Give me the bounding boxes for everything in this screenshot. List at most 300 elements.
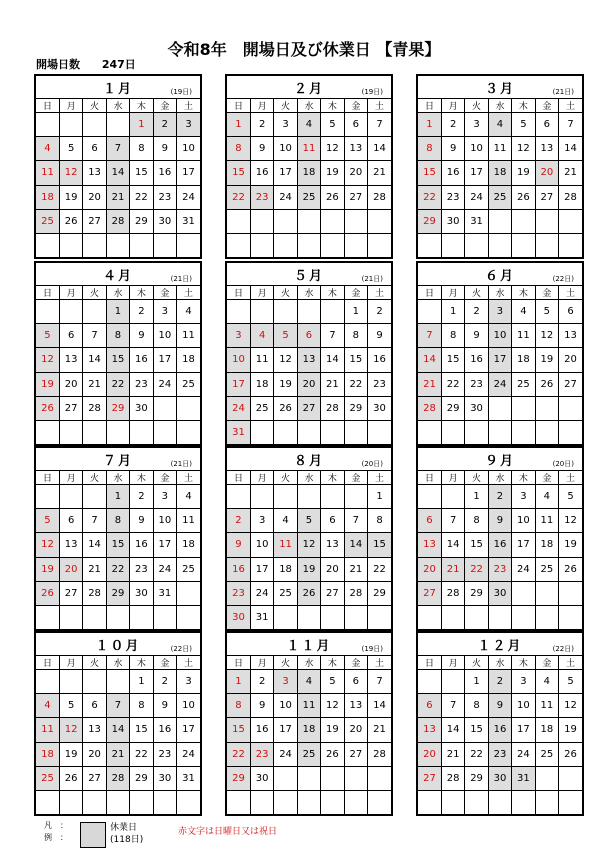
day-cell: 24 [465,185,488,209]
week-row [227,790,391,814]
empty-cell [59,113,82,137]
week-row [227,485,391,509]
week-row [418,533,582,557]
empty-cell [368,209,391,233]
day-cell: 21 [418,372,441,396]
month-name: ５月 [293,269,324,284]
day-cell: 4 [177,485,200,509]
day-cell: 23 [250,185,273,209]
month-header [227,263,391,286]
day-cell: 25 [250,396,273,420]
day-cell: 25 [297,185,320,209]
day-cell: 10 [488,324,511,348]
day-cell: 6 [418,509,441,533]
day-cell: 14 [83,348,106,372]
day-cell: 21 [559,161,582,185]
day-cell: 18 [297,161,320,185]
day-cell: 2 [488,485,511,509]
empty-cell [441,233,464,257]
day-cell: 8 [418,137,441,161]
week-row [227,324,391,348]
week-row [36,185,200,209]
day-cell: 3 [177,113,200,137]
day-cell: 10 [274,694,297,718]
weekday-label: 月 [59,99,82,113]
empty-cell [227,485,250,509]
empty-cell [418,485,441,509]
empty-cell [227,790,250,814]
day-cell: 27 [418,766,441,790]
day-cell: 2 [465,300,488,324]
day-cell: 10 [512,694,535,718]
week-row [36,557,200,581]
weekday-label: 土 [368,656,391,670]
day-cell: 17 [177,718,200,742]
day-cell: 5 [559,485,582,509]
day-cell: 11 [512,324,535,348]
day-cell: 22 [106,557,129,581]
day-cell: 24 [274,742,297,766]
day-cell: 9 [250,137,273,161]
month-calendar [416,446,584,631]
day-cell: 19 [321,718,344,742]
day-cell: 27 [418,581,441,605]
day-cell: 15 [227,718,250,742]
empty-cell [130,233,153,257]
day-cell: 31 [153,581,176,605]
month-calendar [416,631,584,816]
weekday-row [36,286,200,300]
empty-cell [418,670,441,694]
day-cell: 5 [59,137,82,161]
empty-cell [297,485,320,509]
week-row [36,348,200,372]
day-cell: 30 [130,581,153,605]
empty-cell [321,790,344,814]
empty-cell [465,233,488,257]
month-table [418,286,582,444]
day-cell: 28 [321,396,344,420]
empty-cell [512,420,535,444]
day-cell: 5 [297,509,320,533]
empty-cell [153,605,176,629]
empty-cell [344,233,367,257]
week-row [36,372,200,396]
day-cell: 20 [297,372,320,396]
day-cell: 19 [559,718,582,742]
day-cell: 24 [153,372,176,396]
empty-cell [153,396,176,420]
empty-cell [250,420,273,444]
week-row [418,348,582,372]
empty-cell [250,300,273,324]
day-cell: 4 [535,670,558,694]
week-row [227,348,391,372]
empty-cell [465,420,488,444]
day-cell: 27 [59,396,82,420]
weekday-label: 金 [535,99,558,113]
empty-cell [36,605,59,629]
day-cell: 30 [465,396,488,420]
weekday-row [418,286,582,300]
month-header [227,76,391,99]
empty-cell [512,396,535,420]
day-cell: 10 [177,694,200,718]
legend-closed-label: 休業日 [110,823,138,833]
day-cell: 7 [344,509,367,533]
week-row [418,113,582,137]
day-cell: 9 [227,533,250,557]
day-cell: 30 [441,209,464,233]
weekday-label: 火 [83,286,106,300]
empty-cell [441,420,464,444]
day-cell: 19 [59,185,82,209]
week-row [227,557,391,581]
day-cell: 29 [344,396,367,420]
empty-cell [36,113,59,137]
day-cell: 20 [559,348,582,372]
empty-cell [177,233,200,257]
empty-cell [368,766,391,790]
weekday-row [227,286,391,300]
month-header [418,633,582,656]
day-cell: 22 [465,742,488,766]
empty-cell [512,209,535,233]
day-cell: 31 [177,209,200,233]
day-cell: 4 [36,137,59,161]
day-cell: 12 [559,509,582,533]
day-cell: 26 [512,185,535,209]
empty-cell [177,581,200,605]
weekday-row [227,471,391,485]
empty-cell [297,766,320,790]
month-name: １０月 [95,639,141,654]
day-cell: 12 [559,694,582,718]
day-cell: 4 [488,113,511,137]
month-name: １月 [102,82,133,97]
day-cell: 1 [130,113,153,137]
day-cell: 2 [227,509,250,533]
day-cell: 20 [344,161,367,185]
day-cell: 29 [465,581,488,605]
day-cell: 28 [106,766,129,790]
day-cell: 14 [441,718,464,742]
empty-cell [535,420,558,444]
day-cell: 5 [321,113,344,137]
weekday-label: 日 [227,99,250,113]
weekday-label: 水 [297,471,320,485]
day-cell: 3 [250,509,273,533]
day-cell: 6 [59,324,82,348]
day-cell: 31 [177,766,200,790]
day-cell: 20 [59,372,82,396]
week-row [227,185,391,209]
day-cell: 7 [321,324,344,348]
month-calendar [225,446,393,631]
day-cell: 22 [106,372,129,396]
day-cell: 15 [130,161,153,185]
day-cell: 12 [297,533,320,557]
day-cell: 11 [297,137,320,161]
weekday-label: 火 [83,656,106,670]
day-cell: 7 [368,113,391,137]
empty-cell [418,233,441,257]
day-cell: 24 [512,557,535,581]
day-cell: 13 [59,533,82,557]
day-cell: 3 [177,670,200,694]
day-cell: 26 [297,581,320,605]
empty-cell [488,790,511,814]
empty-cell [227,209,250,233]
month-open-days: (20日) [552,460,574,468]
empty-cell [559,420,582,444]
empty-cell [441,670,464,694]
day-cell: 18 [250,372,273,396]
empty-cell [535,605,558,629]
weekday-label: 月 [441,656,464,670]
weekday-label: 月 [250,99,273,113]
day-cell: 19 [297,557,320,581]
day-cell: 14 [321,348,344,372]
weekday-label: 土 [559,471,582,485]
weekday-label: 木 [321,656,344,670]
week-row [227,396,391,420]
day-cell: 15 [441,348,464,372]
empty-cell [106,605,129,629]
weekday-label: 金 [153,99,176,113]
day-cell: 9 [488,509,511,533]
week-row [227,420,391,444]
day-cell: 13 [83,161,106,185]
month-calendar [34,261,202,446]
week-row [418,670,582,694]
day-cell: 26 [535,372,558,396]
month-name: ６月 [484,269,515,284]
empty-cell [83,300,106,324]
month-table [36,99,200,257]
day-cell: 9 [250,694,273,718]
empty-cell [130,420,153,444]
month-open-days: (21日) [170,460,192,468]
day-cell: 22 [130,742,153,766]
day-cell: 7 [83,509,106,533]
day-cell: 24 [177,742,200,766]
day-cell: 30 [488,581,511,605]
weekday-label: 日 [418,99,441,113]
day-cell: 21 [83,557,106,581]
day-cell: 16 [441,161,464,185]
day-cell: 21 [344,557,367,581]
weekday-label: 日 [227,286,250,300]
day-cell: 23 [130,372,153,396]
day-cell: 6 [321,509,344,533]
empty-cell [344,605,367,629]
week-row [418,718,582,742]
day-cell: 22 [227,742,250,766]
day-cell: 13 [321,533,344,557]
week-row [418,581,582,605]
day-cell: 28 [106,209,129,233]
empty-cell [274,605,297,629]
month-calendar [225,631,393,816]
week-row [227,113,391,137]
month-open-days: (22日) [552,645,574,653]
empty-cell [488,420,511,444]
month-calendar [416,74,584,259]
day-cell: 20 [418,557,441,581]
day-cell: 10 [177,137,200,161]
day-cell: 2 [153,113,176,137]
day-cell: 30 [130,396,153,420]
empty-cell [83,790,106,814]
week-row [418,137,582,161]
day-cell: 23 [130,557,153,581]
day-cell: 10 [465,137,488,161]
week-row [227,605,391,629]
weekday-label: 水 [488,471,511,485]
day-cell: 5 [36,509,59,533]
day-cell: 16 [153,718,176,742]
month-header [227,633,391,656]
weekday-label: 土 [559,99,582,113]
day-cell: 24 [512,742,535,766]
day-cell: 4 [297,670,320,694]
empty-cell [106,790,129,814]
weekday-label: 金 [153,656,176,670]
day-cell: 5 [274,324,297,348]
day-cell: 10 [227,348,250,372]
week-row [36,581,200,605]
day-cell: 18 [535,533,558,557]
day-cell: 15 [344,348,367,372]
day-cell: 3 [274,670,297,694]
week-row [227,694,391,718]
month-table [36,471,200,629]
month-name: １１月 [286,639,332,654]
weekday-label: 土 [368,99,391,113]
day-cell: 29 [106,581,129,605]
empty-cell [321,605,344,629]
day-cell: 24 [177,185,200,209]
day-cell: 22 [227,185,250,209]
day-cell: 2 [130,485,153,509]
day-cell: 25 [535,557,558,581]
day-cell: 18 [535,718,558,742]
weekday-label: 日 [36,656,59,670]
day-cell: 11 [36,161,59,185]
weekday-row [418,99,582,113]
day-cell: 12 [59,718,82,742]
empty-cell [274,766,297,790]
empty-cell [297,790,320,814]
month-header [418,76,582,99]
day-cell: 16 [488,718,511,742]
month-calendar [225,261,393,446]
week-row [418,233,582,257]
weekday-label: 月 [250,656,273,670]
day-cell: 17 [153,533,176,557]
empty-cell [512,790,535,814]
week-row [36,396,200,420]
day-cell: 1 [344,300,367,324]
day-cell: 27 [83,766,106,790]
day-cell: 29 [130,209,153,233]
day-cell: 28 [441,766,464,790]
legend-mark-line1: 凡 ： [44,821,68,830]
day-cell: 5 [559,670,582,694]
day-cell: 24 [227,396,250,420]
day-cell: 21 [368,718,391,742]
day-cell: 26 [559,742,582,766]
day-cell: 11 [297,694,320,718]
empty-cell [36,420,59,444]
day-cell: 3 [465,113,488,137]
day-cell: 17 [227,372,250,396]
week-row [418,485,582,509]
weekday-label: 水 [297,99,320,113]
day-cell: 17 [274,718,297,742]
empty-cell [535,396,558,420]
month-header [418,263,582,286]
empty-cell [59,790,82,814]
day-cell: 8 [106,509,129,533]
day-cell: 15 [106,533,129,557]
day-cell: 7 [441,694,464,718]
weekday-label: 木 [321,471,344,485]
week-row [227,300,391,324]
weekday-label: 火 [83,471,106,485]
day-cell: 14 [83,533,106,557]
week-row [227,533,391,557]
legend-closed-swatch [80,822,106,848]
month-calendar [34,446,202,631]
empty-cell [130,605,153,629]
empty-cell [559,209,582,233]
week-row [418,300,582,324]
weekday-label: 金 [344,471,367,485]
day-cell: 17 [177,161,200,185]
legend-mark-line2: 例 ： [44,833,68,842]
day-cell: 27 [535,185,558,209]
day-cell: 13 [83,718,106,742]
day-cell: 8 [344,324,367,348]
weekday-label: 金 [535,286,558,300]
week-row [418,396,582,420]
empty-cell [321,209,344,233]
empty-cell [321,766,344,790]
day-cell: 8 [130,694,153,718]
month-open-days: (20日) [361,460,383,468]
day-cell: 21 [368,161,391,185]
day-cell: 6 [83,137,106,161]
day-cell: 21 [441,742,464,766]
week-row [36,670,200,694]
day-cell: 31 [250,605,273,629]
day-cell: 23 [250,742,273,766]
month-header [418,448,582,471]
month-name: ３月 [484,82,515,97]
day-cell: 12 [535,324,558,348]
weekday-label: 火 [83,99,106,113]
day-cell: 12 [36,533,59,557]
empty-cell [106,233,129,257]
day-cell: 18 [36,185,59,209]
day-cell: 17 [250,557,273,581]
day-cell: 12 [36,348,59,372]
empty-cell [344,766,367,790]
day-cell: 24 [488,372,511,396]
week-row [36,605,200,629]
